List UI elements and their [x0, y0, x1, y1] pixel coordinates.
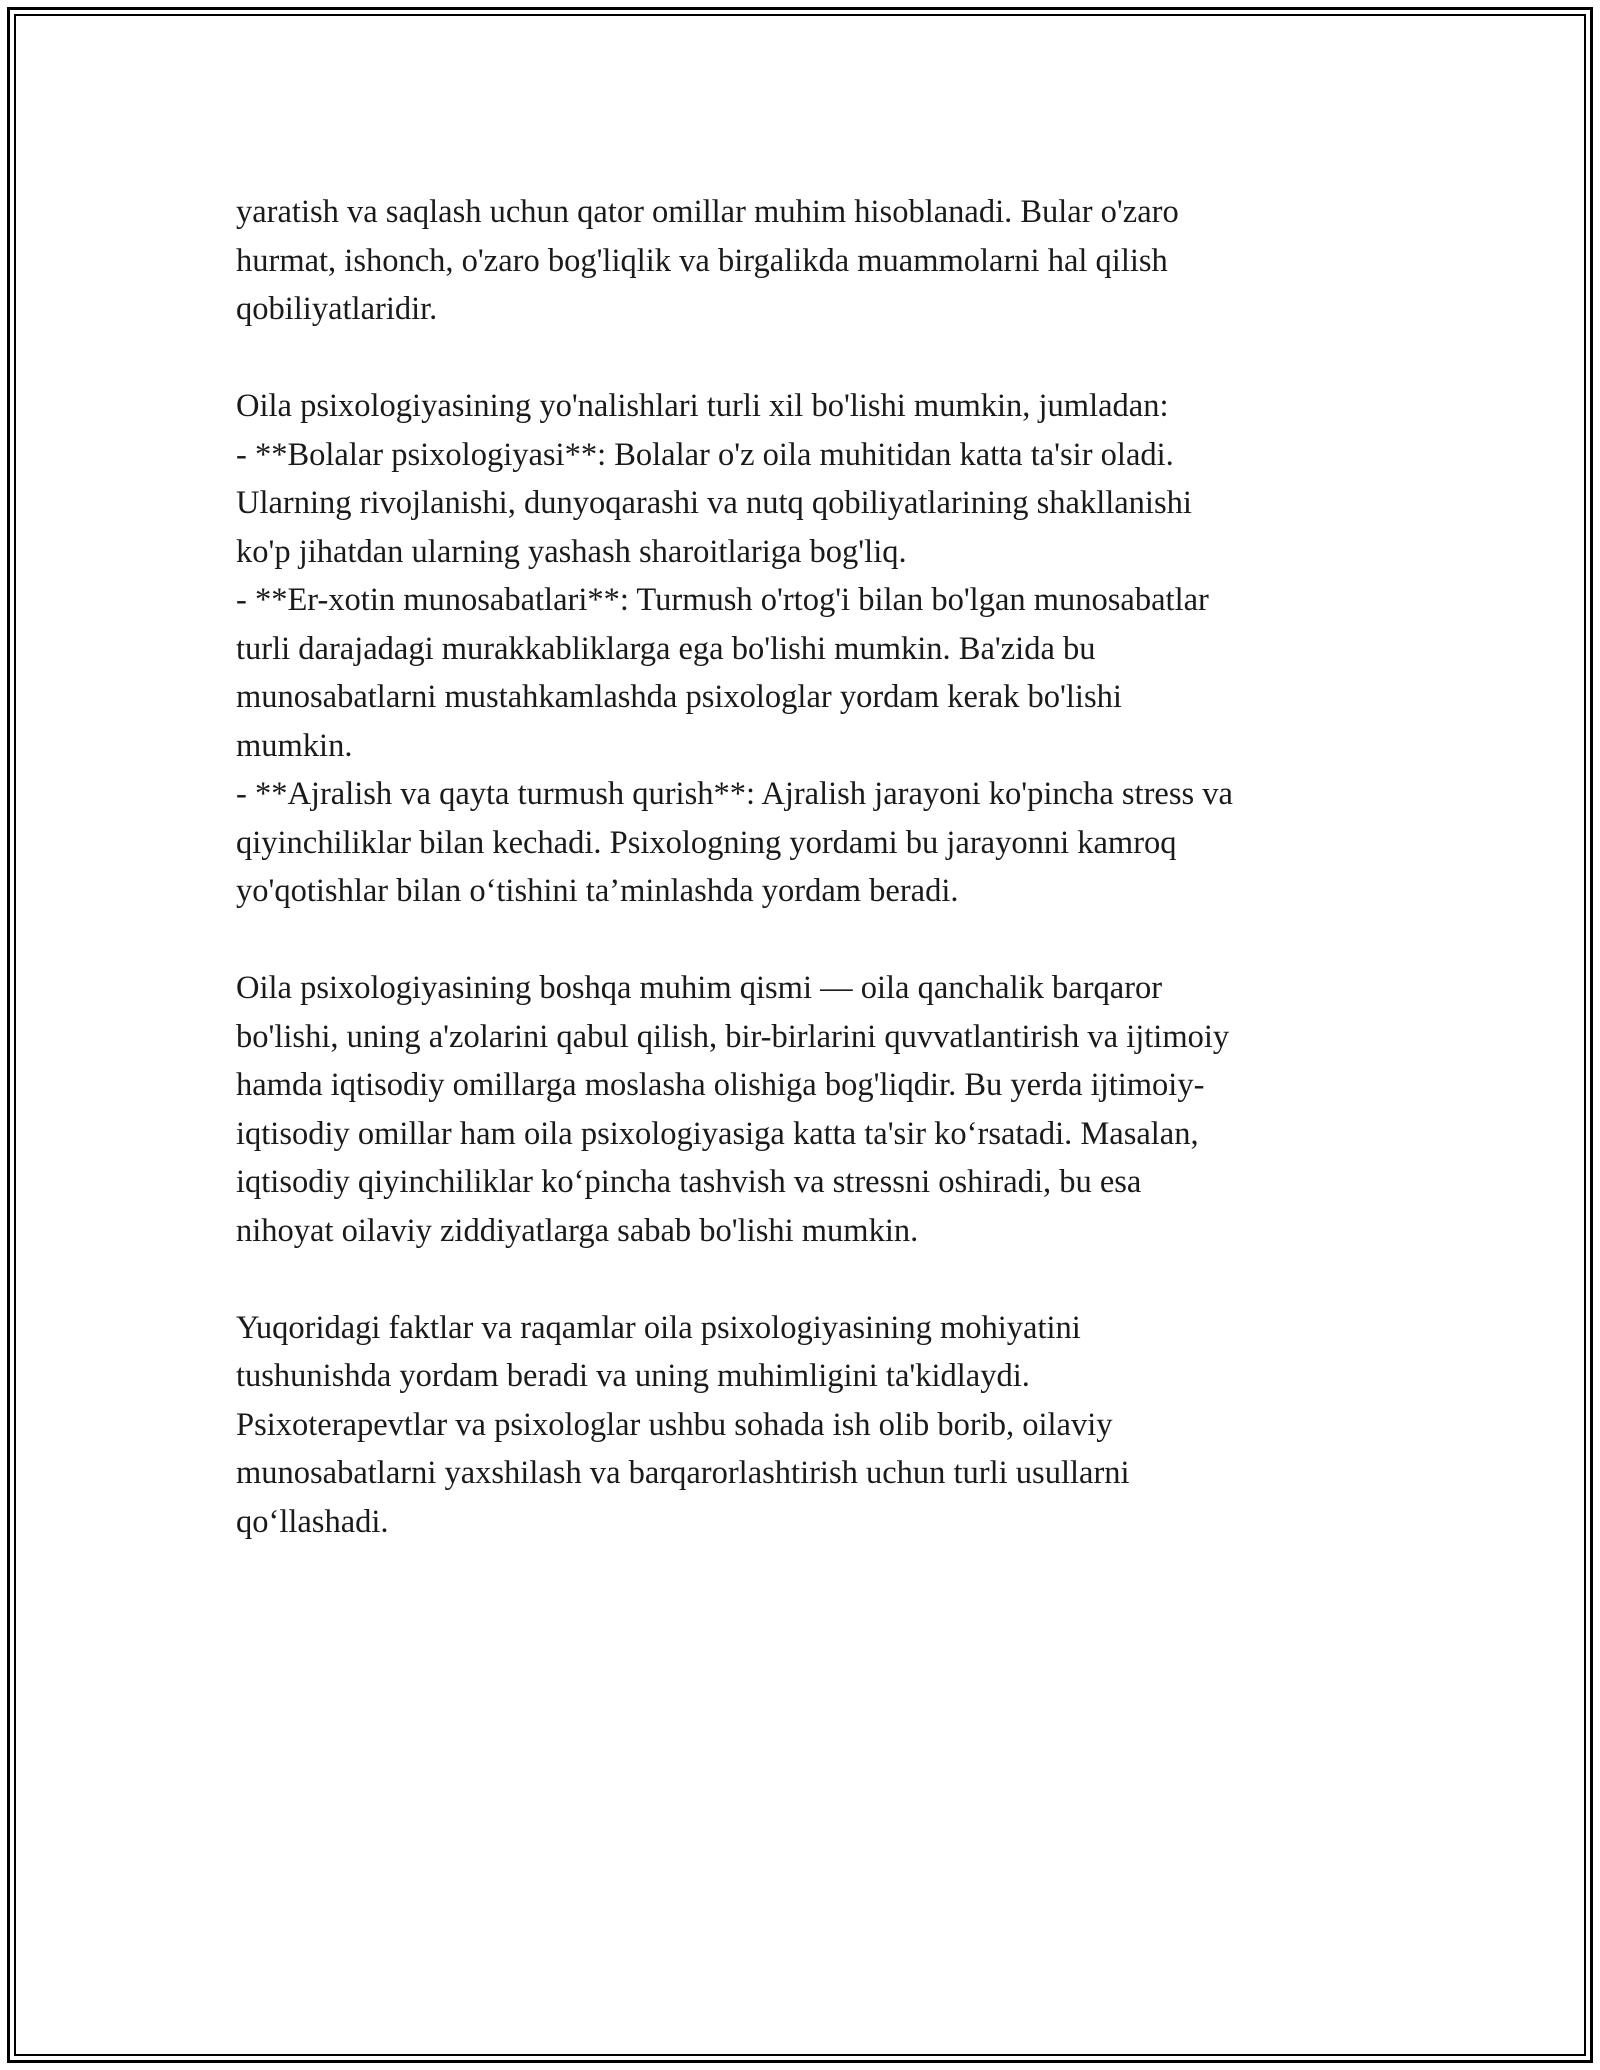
text-line: - **Bolalar psixologiyasi**: Bolalar o'z oila muhitidan katta ta'sir oladi. [236, 436, 1174, 473]
text-line: iqtisodiy omillar ham oila psixologiyasiga katta ta'sir ko‘rsatadi. Masalan, [236, 1115, 1199, 1152]
document-body [236, 188, 1376, 1546]
text-line: qo‘llashadi. [236, 1503, 389, 1540]
text-line: Yuqoridagi faktlar va raqamlar oila psixologiyasining mohiyatini [236, 1309, 1081, 1346]
text-line: tushunishda yordam beradi va uning muhimligini ta'kidlaydi. [236, 1358, 1030, 1394]
paragraph [236, 964, 1376, 1255]
text-line: Ularning rivojlanishi, dunyoqarashi va nutq qobiliyatlarining shakllanishi [236, 485, 1192, 521]
paragraph [236, 382, 1376, 916]
paragraph [236, 188, 1376, 334]
text-line: munosabatlarni mustahkamlashda psixologlar yordam kerak bo'lishi [236, 679, 1122, 715]
text-line: hamda iqtisodiy omillarga moslasha olishiga bog'liqdir. Bu yerda ijtimoiy- [236, 1067, 1205, 1103]
text-line: Oila psixologiyasining yo'nalishlari turli xil bo'lishi mumkin, jumladan: [236, 388, 1169, 424]
text-line: hurmat, ishonch, o'zaro bog'liqlik va birgalikda muammolarni hal qilish [236, 242, 1168, 279]
text-line: nihoyat oilaviy ziddiyatlarga sabab bo'lishi mumkin. [236, 1212, 919, 1249]
paragraph [236, 1304, 1376, 1547]
text-line: mumkin. [236, 727, 353, 764]
text-line: iqtisodiy qiyinchiliklar ko‘pincha tashvish va stressni oshiradi, bu esa [236, 1164, 1142, 1200]
text-line: Psixoterapevtlar va psixologlar ushbu sohada ish olib borib, oilaviy [236, 1406, 1113, 1443]
text-line: qobiliyatlaridir. [236, 291, 438, 327]
text-line: ko'p jihatdan ularning yashash sharoitlariga bog'liq. [236, 533, 907, 570]
text-line: yo'qotishlar bilan o‘tishini ta’minlashda yordam beradi. [236, 873, 959, 909]
text-line: Oila psixologiyasining boshqa muhim qismi — oila qanchalik barqaror [236, 970, 1163, 1006]
text-line: bo'lishi, uning a'zolarini qabul qilish, bir-birlarini quvvatlantirish va ijtimoiy [236, 1018, 1230, 1055]
text-line: yaratish va saqlash uchun qator omillar muhim hisoblanadi. Bular o'zaro [236, 194, 1179, 230]
text-line: qiyinchiliklar bilan kechadi. Psixologning yordami bu jarayonni kamroq [236, 824, 1177, 861]
text-line: munosabatlarni yaxshilash va barqarorlashtirish uchun turli usullarni [236, 1455, 1130, 1491]
text-line: - **Ajralish va qayta turmush qurish**: Ajralish jarayoni ko'pincha stress va [236, 776, 1233, 812]
text-line: - **Er-xotin munosabatlari**: Turmush o'rtog'i bilan bo'lgan munosabatlar [236, 582, 1209, 618]
text-line: turli darajadagi murakkabliklarga ega bo'lishi mumkin. Ba'zida bu [236, 630, 1096, 667]
